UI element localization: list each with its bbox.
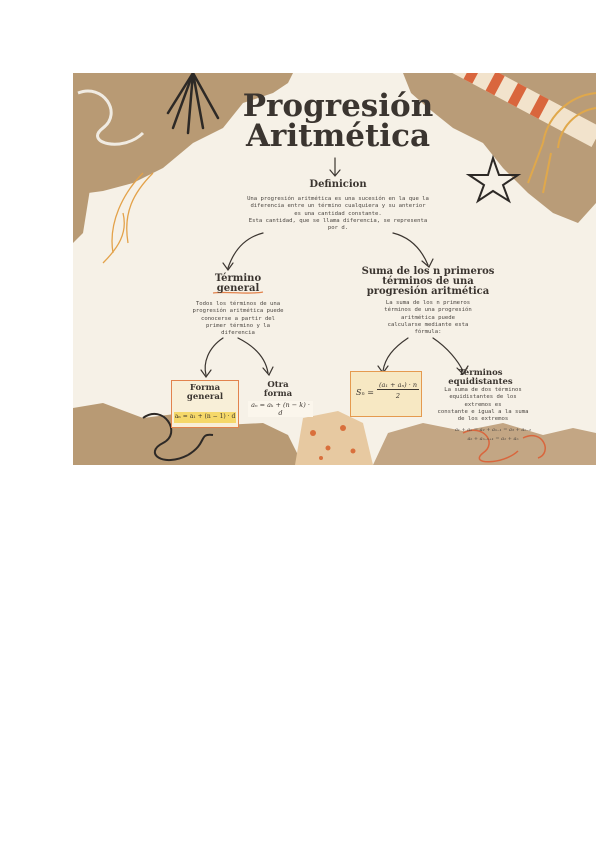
sum-line: fórmula: [414,329,442,336]
general-form-heading-line: Forma [189,383,221,393]
poster [73,73,596,465]
general-term-heading-line: Término [214,273,262,284]
sum-heading-line: términos de una [382,276,474,287]
definition-line: diferencia entre un término cualquiera y su anterior [250,203,426,210]
sum-line: La suma de los n primeros [385,300,471,306]
definition-line: Esta cantidad, que se llama diferencia, se representa [248,217,428,224]
general-term-heading-line: general [216,283,260,294]
general-term-text [173,301,303,337]
equidistant-line: extremos es [464,401,502,408]
sum-heading-line: progresión aritmética [366,286,490,297]
sum-formula-numerator: (a₁ + aₙ) · n [378,381,418,389]
equidistant-line: equidistantes de los [449,394,517,401]
sum-formula-box [350,371,422,417]
equidistant-heading-line: Términos [458,368,503,378]
general-term-line: progresión aritmética puede [192,308,284,315]
definition-line: por d. [327,225,349,232]
sum-line: términos de una progresión [384,307,472,314]
equidistant-line: de los extremos [457,416,509,423]
sum-text [363,300,493,336]
equidistant-heading-line: equidistantes [448,377,513,387]
general-term-line: Todos los términos de una [195,301,281,307]
page-title [213,88,463,154]
other-form-heading-line: forma [263,389,293,399]
equidistant-line: La suma de dos términos [444,387,522,393]
general-term-heading [193,274,283,294]
sum-heading [343,267,513,297]
sum-formula-denominator: 2 [395,392,401,400]
other-form-formula: aₙ = aₖ + (n − k) · d [248,401,313,417]
definition-text [218,196,458,232]
sum-line: calcularse mediante esta [387,321,469,328]
equidistant-heading [443,369,518,387]
general-form-box [171,380,239,428]
other-form-heading-line: Otra [267,380,289,390]
general-form-heading-line: general [186,392,224,402]
general-form-heading [172,384,238,402]
arrow-general-form [205,338,223,375]
general-term-line: conocerse a partir del [200,315,276,322]
arrow-sum-formula [383,338,408,371]
arrow-definition-sum [393,233,428,265]
general-term-line: diferencia [221,330,255,337]
definition-line: es una cantidad constante. [294,210,382,217]
equidistant-formula-2: aₖ + aₙ₋ₖ₊₁ = a₁ + aₙ [467,436,519,442]
sum-line: aritmética puede [401,314,455,321]
other-form-heading [253,381,303,399]
definition-line: Una progresión aritmética es una sucesión en la que la [247,196,429,202]
equidistant-text [428,387,538,423]
equidistant-line: constante e igual a la suma [437,408,529,415]
title-line-2: Aritmética [245,118,431,154]
equidistant-formula-1: a₁ + aₙ = a₂ + aₙ₋₁ = a₃ + aₙ₋₂ [454,427,532,433]
arrow-equidistant [433,338,463,371]
general-form-formula: aₙ = a₁ + (n − 1) · d [174,412,236,423]
floral-strip [295,411,373,465]
title-line-1: Progresión [242,88,434,124]
sum-formula-lhs: Sₙ = [356,388,374,397]
general-term-line: primer término y la [206,322,270,329]
sum-heading-line: Suma de los n primeros [361,266,495,277]
definition-heading: Definicion [309,179,367,190]
torn-paper-left [73,173,91,243]
